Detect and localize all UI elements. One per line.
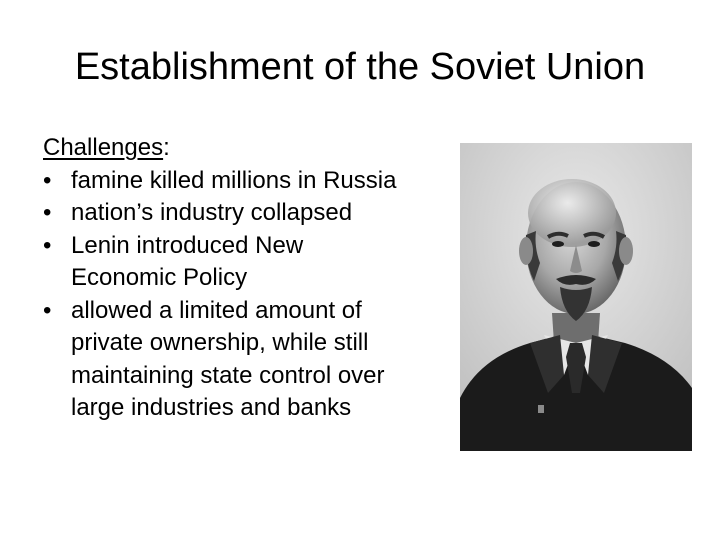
bullet-text-line-2: private ownership, while still [71, 329, 369, 356]
bullet-icon: • [43, 166, 52, 194]
bullet-item-ownership [43, 295, 453, 425]
bullet-text-line-4: large industries and banks [71, 394, 352, 421]
slide-title: Establishment of the Soviet Union [74, 46, 646, 88]
bullet-icon: • [43, 296, 52, 324]
bullet-item-industry [43, 197, 453, 230]
challenges-heading [43, 132, 453, 165]
heading-text: Challenges [43, 134, 164, 161]
bullet-text-line-1: Lenin introduced New [71, 231, 304, 259]
bullet-text: nation’s industry collapsed [71, 199, 353, 226]
slide-body [43, 132, 453, 425]
bullet-icon: • [43, 199, 52, 226]
heading-colon: : [163, 134, 170, 161]
bullet-text-line-1: allowed a limited amount of [71, 296, 362, 324]
portrait-photo [460, 143, 692, 451]
bullet-text-line-2: Economic Policy [71, 264, 248, 291]
bullet-text-line-3: maintaining state control over [71, 361, 385, 389]
bullet-icon: • [43, 231, 52, 259]
bullet-list [43, 165, 453, 425]
bullet-text: famine killed millions in Russia [71, 166, 397, 194]
bullet-item-nep [43, 230, 453, 295]
portrait-image [460, 143, 692, 451]
bullet-item-famine [43, 165, 453, 198]
